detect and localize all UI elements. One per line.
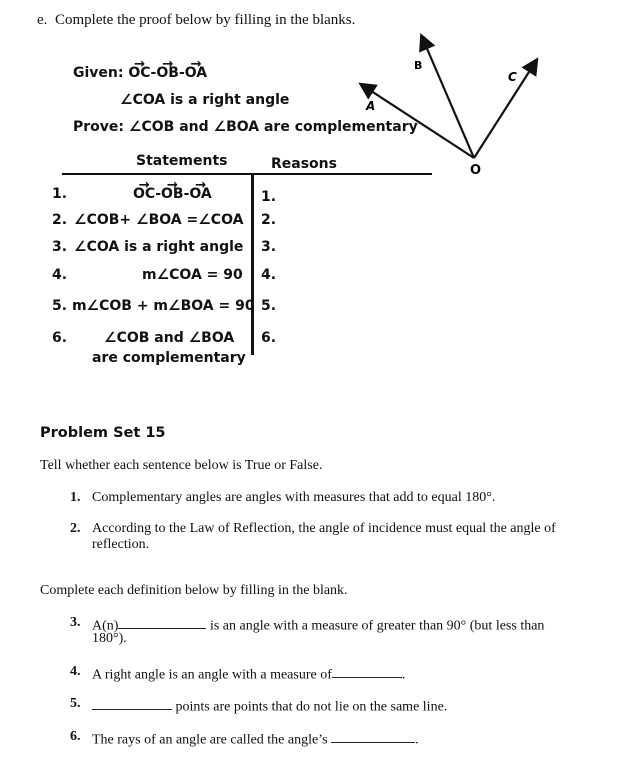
item-3-num: 3. — [70, 615, 81, 630]
reason-3: 3. — [261, 239, 277, 255]
item-3-pre: A(n) — [92, 618, 119, 634]
def-instruction: Complete each definition below by filling in the blank. — [40, 583, 348, 598]
given-right-angle: ∠ COA is a right angle — [120, 92, 289, 108]
problem-set-title: Problem Set 15 — [40, 425, 166, 441]
item-2-num: 2. — [70, 521, 81, 536]
part-instruction: Complete the proof below by filling in the blanks. — [55, 12, 356, 28]
item-6-post: . — [415, 732, 419, 748]
statement-3-text: is a right angle — [124, 239, 244, 255]
statement-1 — [133, 186, 212, 202]
ray-oc — [474, 61, 536, 158]
statement-6-num: 6. — [52, 330, 68, 346]
statement-3-num: 3. — [52, 239, 68, 255]
plus-sign: + — [119, 212, 132, 228]
minus-sign: - — [155, 186, 161, 202]
statement-5-value: = 90 — [218, 298, 255, 314]
point-c-label: C — [508, 70, 517, 84]
angle-coa: ∠ COA — [74, 239, 119, 255]
vector-ob: → OB — [161, 186, 184, 202]
reason-2: 2. — [261, 212, 277, 228]
item-1-num: 1. — [70, 490, 81, 505]
statement-5-num: 5. — [52, 298, 68, 314]
minus-sign: - — [183, 186, 190, 202]
item-3-post: is an angle with a measure of greater than 90° (but less than — [209, 618, 545, 634]
statements-header: Statements — [136, 153, 228, 169]
vector-oc: → OC — [128, 65, 150, 81]
point-o-label: O — [470, 163, 482, 178]
item-2-text-2: reflection. — [92, 537, 150, 552]
item-6-pre: The rays of an angle are called the angle’s — [92, 732, 328, 748]
angle-boa: ∠ BOA — [168, 298, 214, 314]
minus-sign: - — [178, 65, 185, 81]
prove-and: and — [179, 119, 209, 135]
angle-cob: ∠ COB — [87, 298, 132, 314]
prove-rest: are complementary — [263, 119, 418, 135]
item-6-blank[interactable] — [331, 729, 415, 743]
statement-4-value: = 90 — [206, 267, 243, 283]
given-line — [73, 65, 207, 81]
angle-diagram — [340, 25, 570, 185]
item-3-line — [92, 615, 544, 634]
reason-5: 5. — [261, 298, 277, 314]
reason-4: 4. — [261, 267, 277, 283]
measure-m: m — [71, 298, 87, 314]
item-2-text: According to the Law of Reflection, the angle of incidence must equal the angle of — [92, 521, 556, 536]
vector-oc: → OC — [133, 186, 155, 202]
vector-oa: → OA — [189, 186, 211, 202]
vector-ob: → OB — [156, 65, 179, 81]
statement-3 — [74, 239, 243, 255]
item-4-post: . — [401, 667, 406, 683]
angle-coa: ∠ COA — [198, 212, 243, 228]
table-top-rule — [62, 173, 432, 175]
item-4-pre: A right angle is an angle with a measure of — [92, 667, 332, 683]
point-b-label: B — [414, 59, 423, 72]
item-5-line — [92, 696, 447, 715]
item-4-line — [92, 664, 405, 683]
minus-sign: - — [150, 65, 157, 81]
item-5-post: points are points that do not lie on the same line. — [175, 699, 448, 715]
measure-m: m — [142, 267, 157, 283]
item-1-text: Complementary angles are angles with measures that add to equal 180°. — [92, 490, 496, 505]
reason-1: 1. — [261, 189, 277, 205]
given-line-2 — [120, 92, 289, 108]
tf-instruction: Tell whether each sentence below is True or False. — [40, 458, 323, 473]
and-word: and — [154, 330, 184, 346]
plus-m: + m — [136, 298, 169, 314]
item-4-num: 4. — [70, 664, 81, 679]
item-5-num: 5. — [70, 696, 81, 711]
item-4-blank[interactable] — [332, 664, 402, 678]
prove-label: Prove: — [73, 119, 125, 135]
statement-4-num: 4. — [52, 267, 68, 283]
statement-2 — [74, 212, 243, 228]
item-3-blank[interactable] — [118, 615, 206, 629]
item-6-num: 6. — [70, 729, 81, 744]
part-label: e. — [37, 12, 48, 28]
statement-2-num: 2. — [52, 212, 68, 228]
equals-sign: = — [186, 212, 199, 228]
statement-1-num: 1. — [52, 186, 68, 202]
statement-5 — [52, 298, 255, 314]
angle-boa: ∠ BOA — [189, 330, 235, 346]
vector-oa: → OA — [185, 65, 207, 81]
reasons-header: Reasons — [271, 156, 337, 172]
item-6-line — [92, 729, 419, 748]
prove-angle-cob: ∠ COB — [129, 119, 174, 135]
statement-4 — [142, 267, 243, 283]
statement-6-line2: are complementary — [92, 350, 246, 366]
angle-boa: ∠ BOA — [136, 212, 182, 228]
item-5-blank[interactable] — [92, 696, 172, 710]
angle-cob: ∠ COB — [104, 330, 149, 346]
item-3-line2: 180°). — [92, 631, 127, 646]
given-label: Given: — [73, 65, 124, 81]
point-a-label: A — [366, 99, 376, 113]
reason-6: 6. — [261, 330, 277, 346]
statement-6 — [104, 330, 234, 346]
prove-angle-boa: ∠ BOA — [214, 119, 260, 135]
angle-coa: ∠ COA — [157, 267, 202, 283]
angle-cob: ∠ COB — [74, 212, 119, 228]
table-divider — [251, 175, 254, 355]
